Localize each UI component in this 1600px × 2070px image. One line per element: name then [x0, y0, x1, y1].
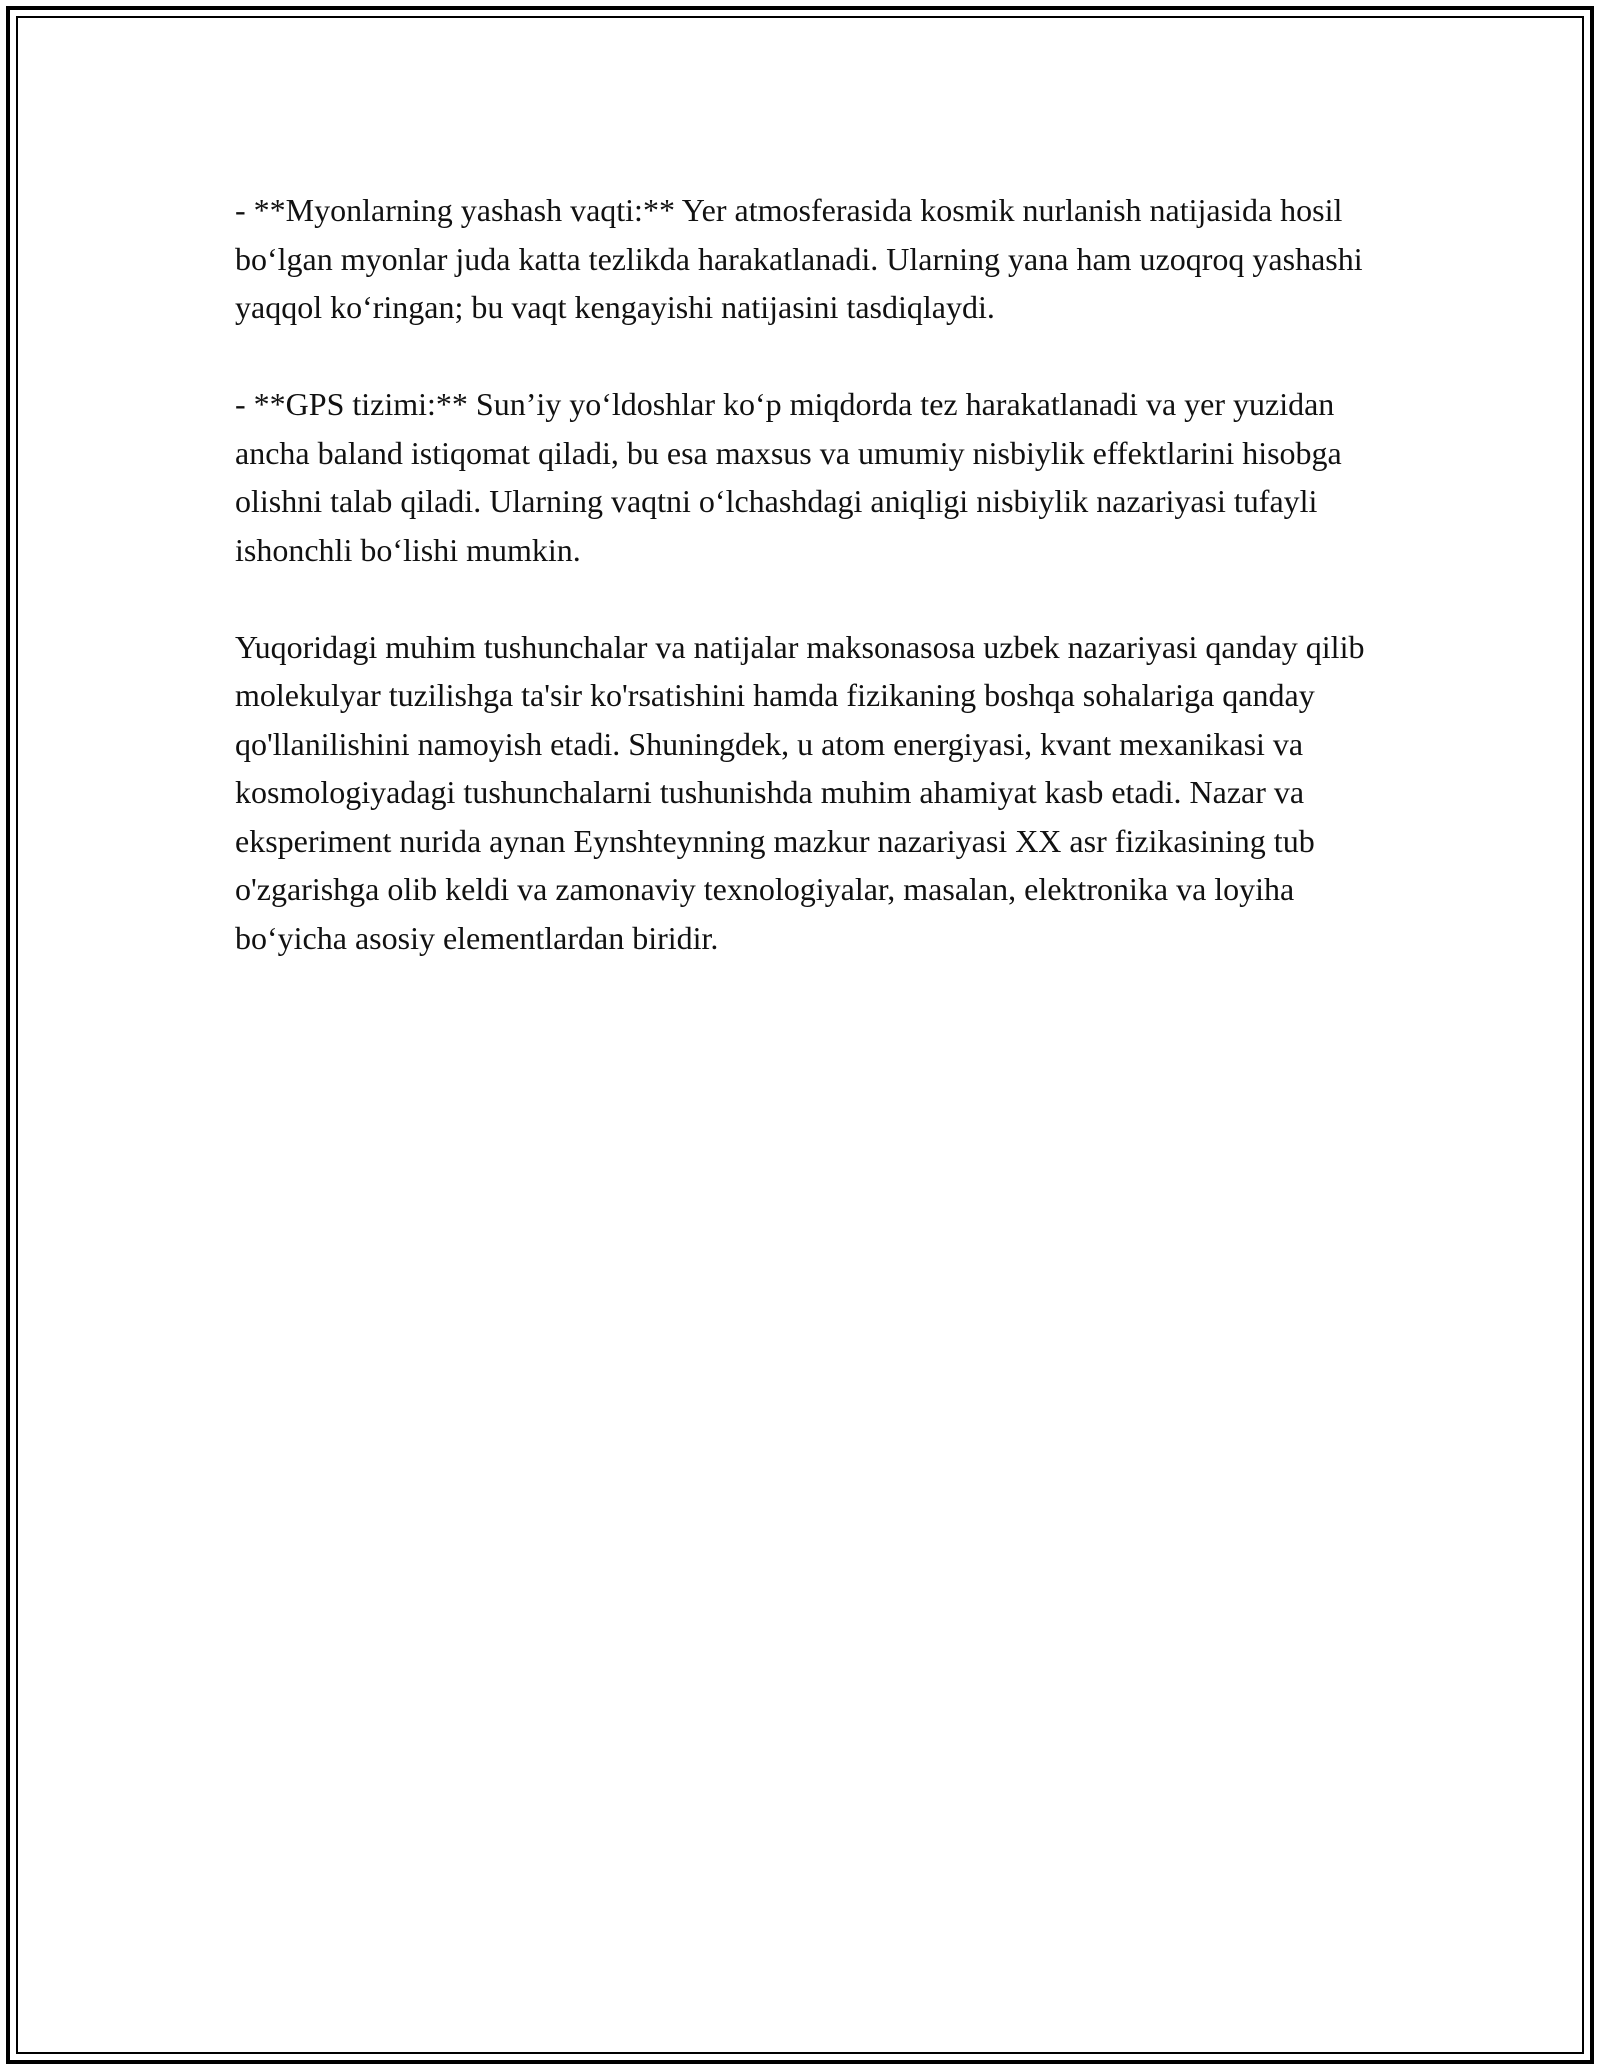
- document-body: [235, 186, 1365, 1011]
- paragraph-conclusion: Yuqoridagi muhim tushunchalar va natijalar maksonasosa uzbek nazariyasi qanday qilib molekulyar tuzilishga ta'sir ko'rsatishini hamda fizikaning boshqa sohalariga qanday qo'llanilishini namoyish etadi. Shuningdek, u atom energiyasi, kvant mexanikasi va kosmologiyadagi tushunchalarni tushunishda muhim ahamiyat kasb etadi. Nazar va eksperiment nurida aynan Eynshteynning mazkur nazariyasi XX asr fizikasining tub o'zgarishga olib keldi va zamonaviy texnologiyalar, masalan, elektronika va loyiha bo‘yicha asosiy elementlardan biridir.: [235, 628, 1365, 956]
- paragraph-gps-system: - **GPS tizimi:** Sun’iy yo‘ldoshlar ko‘p miqdorda tez harakatlanadi va yer yuzidan ancha baland istiqomat qiladi, bu esa maxsus va umumiy nisbiylik effektlarini hisobga olishni talab qiladi. Ularning vaqtni o‘lchashdagi aniqligi nisbiylik nazariyasi tufayli ishonchli bo‘lishi mumkin.: [235, 386, 1342, 568]
- paragraph-muon-lifetime: - **Myonlarning yashash vaqti:** Yer atmosferasida kosmik nurlanish natijasida hosil bo‘lgan myonlar juda katta tezlikda harakatlanadi. Ularning yana ham uzoqroq yashashi yaqqol ko‘ringan; bu vaqt kengayishi natijasini tasdiqlaydi.: [235, 192, 1363, 325]
